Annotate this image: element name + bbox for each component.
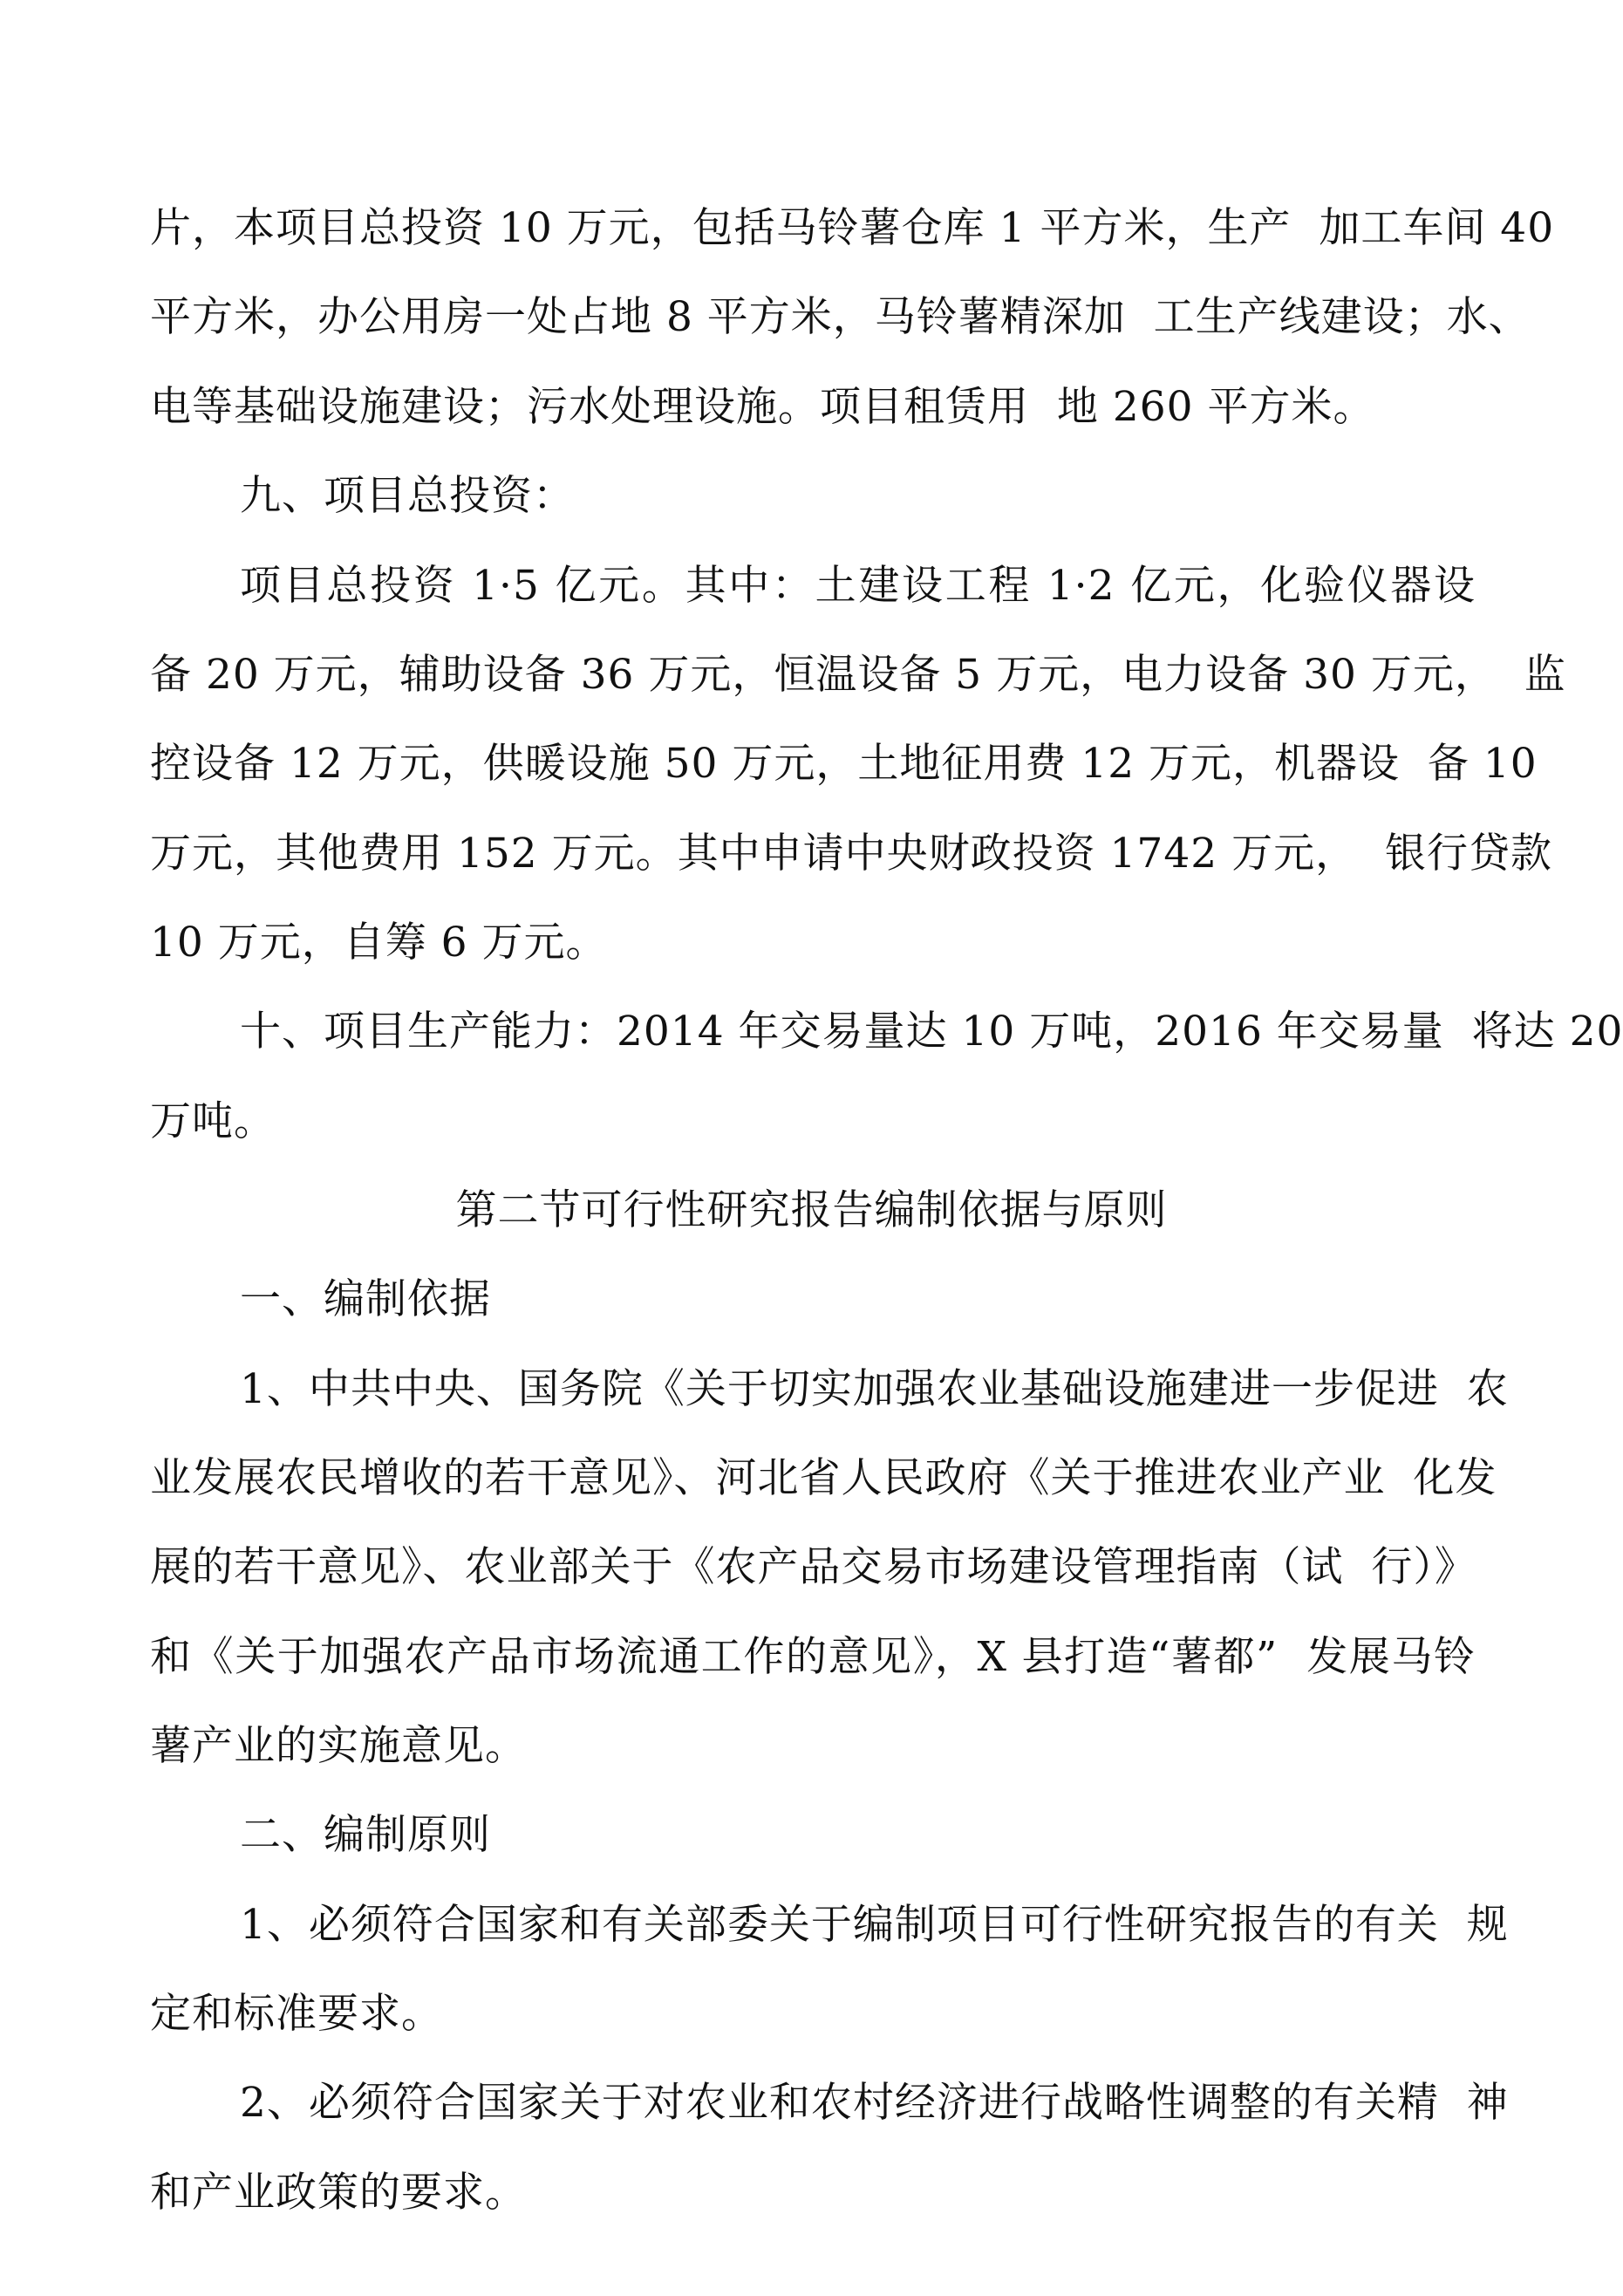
paragraph-line: 业发展农民增收的若干意见》、河北省人民政府《关于推进农业产业 化发 xyxy=(150,1454,1497,1502)
section-title: 第二节可行性研究报告编制依据与原则 xyxy=(455,1186,1168,1234)
paragraph-line: 定和标准要求。 xyxy=(150,1990,443,2038)
paragraph-line: 片，本项目总投资 10 万元，包括马铃薯仓库 1 平方米，生产 加工车间 40 xyxy=(150,204,1555,252)
paragraph-line: 1、必须符合国家和有关部委关于编制项目可行性研究报告的有关 规 xyxy=(240,1901,1509,1949)
paragraph-line: 平方米，办公用房一处占地 8 平方米，马铃薯精深加 工生产线建设；水、 xyxy=(150,293,1531,341)
paragraph-line: 备 20 万元，辅助设备 36 万元，恒温设备 5 万元，电力设备 30 万元， 监 xyxy=(150,651,1566,699)
section-heading: 九、项目总投资： xyxy=(240,472,575,520)
paragraph-line: 2、必须符合国家关于对农业和农村经济进行战略性调整的有关精 神 xyxy=(240,2079,1509,2127)
paragraph-line: 十、项目生产能力：2014 年交易量达 10 万吨，2016 年交易量 将达 20 xyxy=(240,1008,1623,1056)
paragraph-line: 项目总投资 1·5 亿元。其中：土建设工程 1·2 亿元，化验仪器设 xyxy=(240,562,1476,610)
paragraph-line: 控设备 12 万元，供暖设施 50 万元，土地征用费 12 万元，机器设 备 10 xyxy=(150,740,1538,788)
subsection-heading: 一、编制依据 xyxy=(240,1275,491,1323)
paragraph-line: 和《关于加强农产品市场流通工作的意见》，X 县打造“薯都” 发展马铃 xyxy=(150,1633,1476,1681)
paragraph-line: 万吨。 xyxy=(150,1097,276,1145)
paragraph-line: 1、中共中央、国务院《关于切实加强农业基础设施建进一步促进 农 xyxy=(240,1365,1509,1413)
subsection-heading: 二、编制原则 xyxy=(240,1811,491,1859)
paragraph-line: 万元，其他费用 152 万元。其中申请中央财政投资 1742 万元， 银行贷款 xyxy=(150,830,1552,878)
paragraph-line: 展的若干意见》、农业部关于《农产品交易市场建设管理指南（试 行）》 xyxy=(150,1543,1476,1591)
paragraph-line: 薯产业的实施意见。 xyxy=(150,1722,527,1770)
paragraph-line: 10 万元，自筹 6 万元。 xyxy=(150,919,608,967)
paragraph-line: 和产业政策的要求。 xyxy=(150,2169,527,2217)
paragraph-line: 电等基础设施建设；污水处理设施。项目租赁用 地 260 平方米。 xyxy=(150,383,1375,431)
